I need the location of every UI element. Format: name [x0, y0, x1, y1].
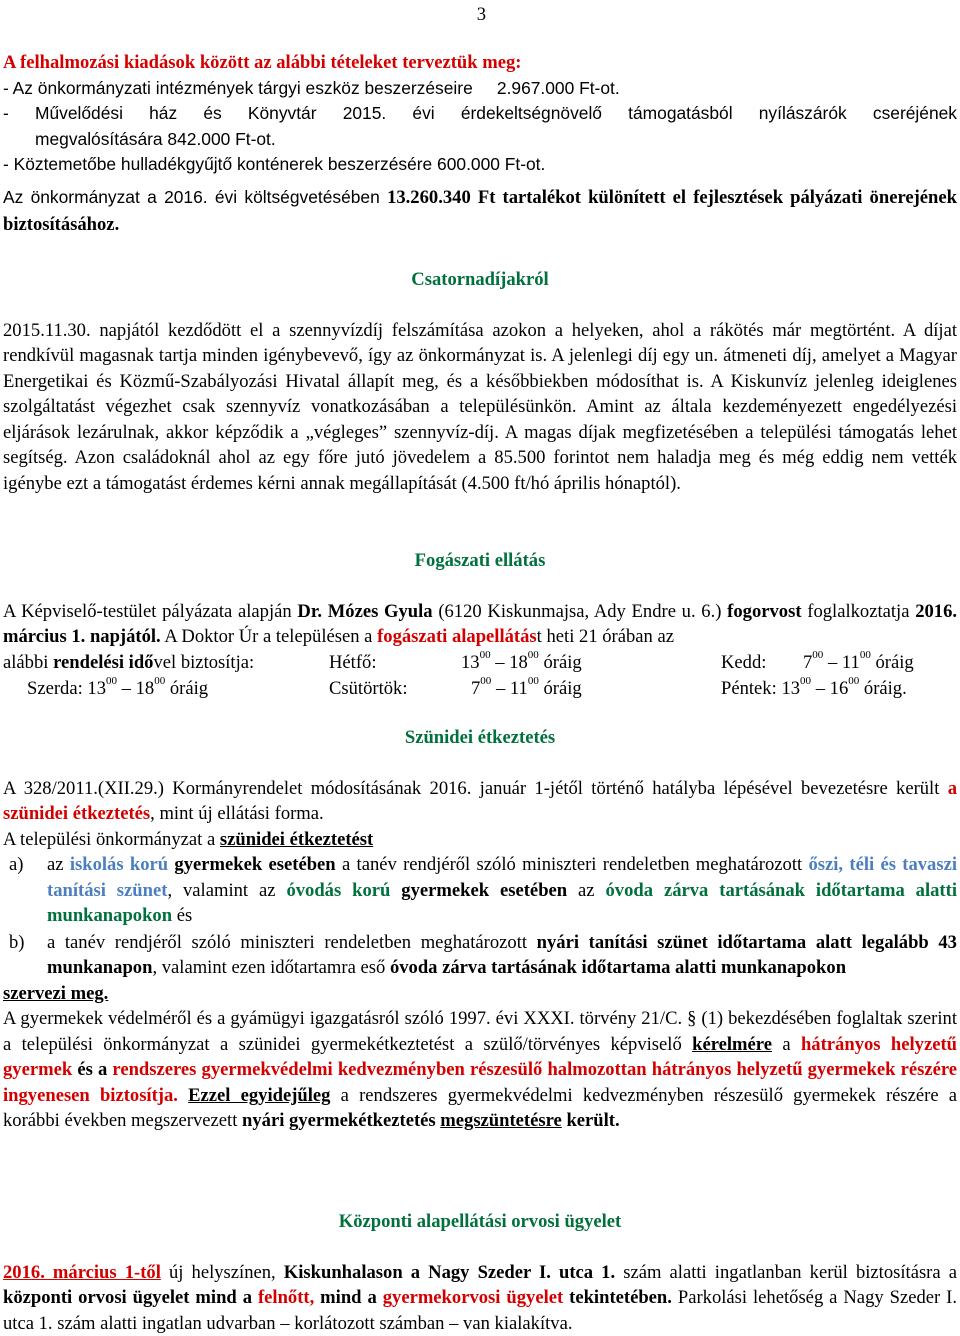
- sewage-title: Csatornadíjakról: [411, 269, 549, 290]
- friday: Péntek: $13^{00} - 16^{00}$ óráig.: [721, 675, 907, 699]
- dental-text: [3, 599, 957, 650]
- holiday-law-text: A gyermekek védelméről és a gyámügyi igazgatásról szóló 1997. évi XXXI. törvény 21/C. § (1) bekezdésében foglaltak szerint a települési önkormányzat a szünidei gyermekétkeztetést a szülő/törvényes képviselő kérelmére a hátrányos helyzetű gyermek és a rendszeres gyermekvédelmi kedvezményben részesülő halmozottan hátrányos helyzetű gyermekek részére ingyenesen biztosítja. Ezzel egyidejűleg a rendszeres gyermekvédelmi kedvezményben részesülő gyermekek részére a korábbi években megszervezett nyári gyermekétkeztetés megszüntetésre került.: [3, 1008, 958, 1131]
- duty-start-date: 2016. március 1-től: [3, 1261, 161, 1283]
- development-item-cemetery: - Köztemetőbe hulladékgyűjtő konténerek beszerzésére 600.000 Ft-ot.: [3, 154, 546, 174]
- dental-title: Fogászati ellátás: [414, 550, 546, 571]
- development-item-culture-house-cont: megvalósítására 842.000 Ft-ot.: [35, 128, 276, 149]
- holiday-meals-title: Szünidei étkeztetés: [404, 727, 556, 748]
- schedule-row-1: [3, 650, 957, 676]
- list-item-b: [3, 930, 957, 981]
- page-number: 3: [476, 4, 486, 25]
- dental-text-3: A Doktor Úr a településen a: [160, 626, 378, 647]
- new-service: a szünidei étkeztetés: [3, 777, 957, 824]
- reserve-amount: 13.260.340 Ft tartalékot különített el fejlesztések pályázati önerejének biztosításához.: [3, 186, 957, 235]
- holiday-organize: szervezi meg.: [3, 982, 109, 1004]
- list-text-a: az iskolás korú gyermekek esetében a tanév rendjéről szóló miniszteri rendeletben meghatározott őszi, téli és tavaszi tanítási szünet, valamint az óvodás korú gyermekek esetében az óvoda zárva tartásának időtartama alatti munkanapokon és: [47, 854, 958, 926]
- dental-text-2: foglalkoztatja: [807, 600, 916, 622]
- dental-role: fogorvost: [727, 600, 802, 622]
- monday-hours: $13^{00} - 18^{00}$ óráig: [461, 649, 582, 673]
- schedule-intro: alábbi rendelési idővel biztosítja:: [3, 651, 255, 673]
- development-item-culture-house: - Művelődési ház és Könyvtár 2015. évi érdekeltségnövelő támogatásból nyílászárók cseréjének: [3, 103, 957, 123]
- thursday-label: Csütörtök:: [329, 677, 408, 699]
- development-item-equipment: - Az önkormányzati intézmények tárgyi eszköz beszerzéseire 2.967.000 Ft-ot.: [3, 77, 620, 98]
- holiday-meals-underlined: szünidei étkeztetést: [219, 828, 374, 850]
- tuesday-label: Kedd:: [721, 651, 767, 673]
- sewage-text: 2015.11.30. napjától kezdődött el a szennyvízdíj felszámítása azokon a helyeken, ahol a rákötés már megtörtént. A díjat rendkívül magasnak tartja minden igénybevevő, így az önkormányzat is. A jelenlegi díj egy un. átmeneti díj, amelyet a Magyar Energetikai és Közmű-Szabályozási Hivatal állapít meg, és a későbbiekben módosíthat is. A Kiskunvíz jelenleg ideiglenes szolgáltatást végezhet csak szennyvíz vonatkozásában a településünkön. Amint az általa kezdeményezett engedélyezési eljárások lezárulnak, akkor képződik a „végleges” szennyvíz-díj. A magas díjak megfizetésében a települési támogatás lehet segítség. Azon családoknál ahol az egy főre jutó jövedelem a 85.500 forintot nem haladja meg és még eddig nem vették igénybe ezt a támogatást érdemes kérni annak megállapítását (4.500 ft/hó április hónaptól).: [3, 319, 957, 494]
- list-label-b: b): [9, 931, 25, 953]
- dentist-name: Dr. Mózes Gyula: [297, 600, 433, 622]
- monday-label: Hétfő:: [329, 651, 377, 673]
- reserve-text: Az önkormányzat a 2016. évi költségvetésében: [3, 186, 388, 207]
- development-heading: A felhalmozási kiadások között az alábbi tételeket terveztük meg:: [3, 52, 522, 73]
- list-label-a: a): [9, 854, 24, 875]
- duty-address: Kiskunhalason a Nagy Szeder I. utca 1.: [283, 1261, 616, 1283]
- dental-section: [3, 548, 957, 702]
- duty-title: Központi alapellátási orvosi ügyelet: [338, 1211, 622, 1232]
- sewage-section: [3, 267, 957, 496]
- dental-text-1: A Képviselő-testület pályázata alapján: [3, 600, 298, 622]
- dental-service: fogászati alapellátás: [377, 626, 537, 647]
- duty-section: [3, 1209, 957, 1336]
- list-text-b: a tanév rendjéről szóló miniszteri rendeletben meghatározott nyári tanítási szünet időtartama alatt legalább 43 munkanapon, valamint ezen időtartamra eső óvoda zárva tartásának időtartama alatti munkanapokon: [47, 931, 957, 978]
- thursday-hours: $7^{00} - 11^{00}$ óráig: [471, 675, 582, 699]
- office-hours-label: rendelési idő: [53, 651, 154, 673]
- tuesday-hours: $7^{00} - 11^{00}$ óráig: [803, 649, 914, 673]
- schedule-row-2: [3, 676, 957, 702]
- development-section: [3, 50, 957, 238]
- dental-text-4: t heti 21 órában az: [536, 626, 675, 647]
- wednesday: Szerda: $13^{00} - 18^{00}$ óráig: [27, 675, 209, 699]
- holiday-intro: A 328/2011.(XII.29.) Kormányrendelet módosításának 2016. január 1-jétől történő hatályba lépésével bevezetésre került a szünidei étkeztetés, mint új ellátási forma.: [3, 777, 957, 824]
- duty-text: 2016. március 1-től új helyszínen, Kiskunhalason a Nagy Szeder I. utca 1. szám alatti ingatlanban kerül biztosításra a központi orvosi ügyelet mind a felnőtt, mind a gyermekorvosi ügyelet tekintetében. Parkolási lehetőség a Nagy Szeder I. utca 1. szám alatti ingatlan udvarban – korlátozott számban – van kialakítva.: [3, 1261, 957, 1334]
- list-item-a: [3, 852, 957, 929]
- development-reserve: [3, 184, 957, 238]
- holiday-organizer: A települési önkormányzat a szünidei étkeztetést: [3, 828, 374, 850]
- dental-start-date: 2016. március 1. napjától.: [3, 600, 958, 647]
- dental-address: (6120 Kiskunmajsa, Ady Endre u. 6.): [432, 600, 728, 622]
- holiday-meals-section: [3, 725, 957, 1134]
